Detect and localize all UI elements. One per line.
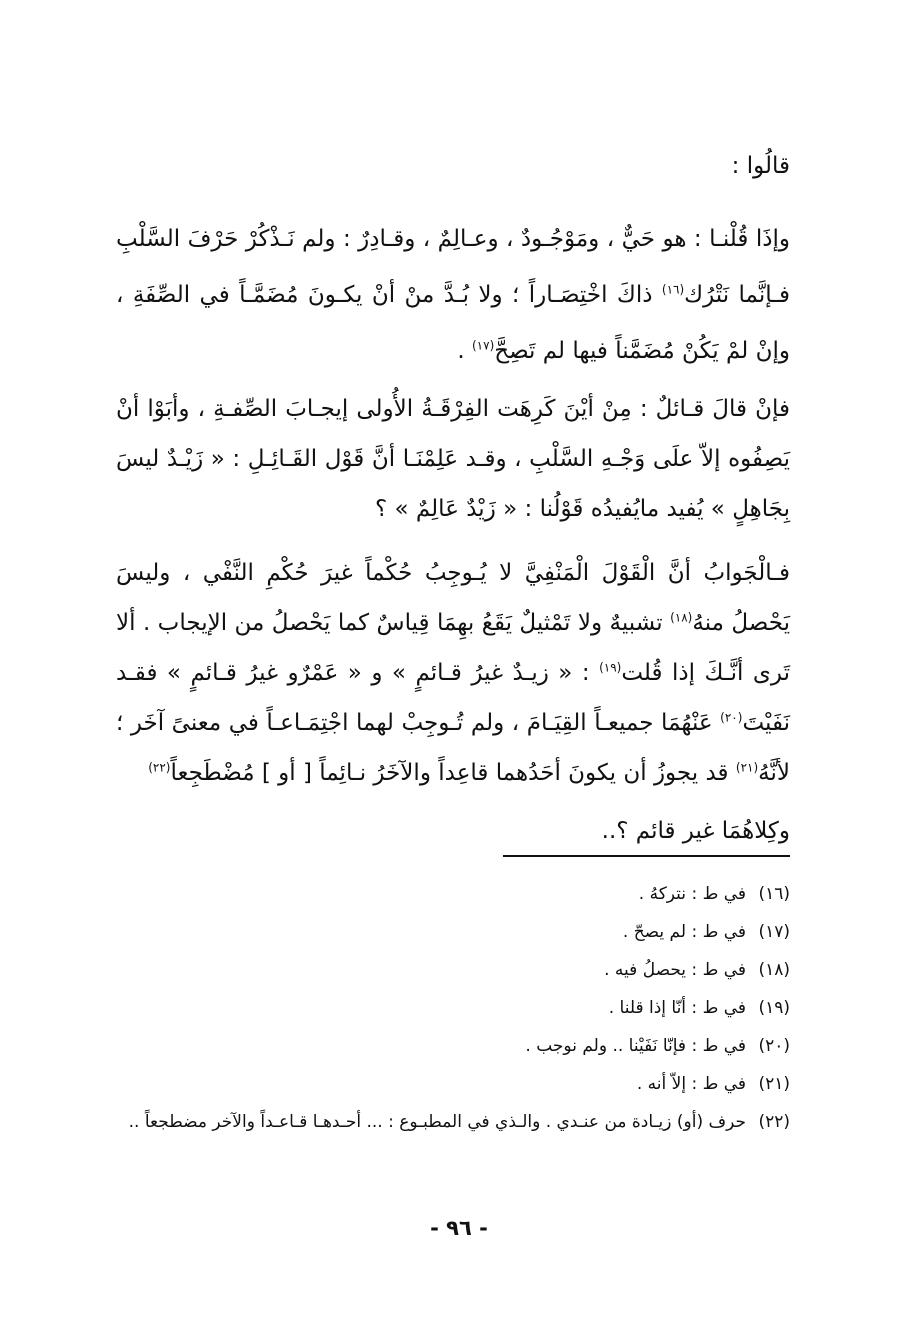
page-number: - ٩٦ - xyxy=(430,1216,488,1240)
footnote-text: حرف (أو) زيـادة من عنـدي . والـذي في المطبـوع : ... أحـدهـا قـاعـداً والآخر مضطجعاً .. xyxy=(128,1112,746,1132)
footnote-number: (١٧) xyxy=(758,922,790,942)
paragraph-1-part-3: . xyxy=(457,338,472,364)
footnote-number: (١٩) xyxy=(758,998,790,1018)
footnote-17 xyxy=(110,913,790,951)
footnote-number: (٢٠) xyxy=(758,1036,790,1056)
footnote-22 xyxy=(110,1103,790,1141)
paragraph-2-text: فإنْ قالَ قـائلٌ : مِنْ أيْنَ كَرِهَت الفِرْقَـةُ الأُولى إيجـابَ الصِّفـةِ ، وأبَوْا أنْ يَصِفُوه إلاّ علَى وَجْـهِ السَّلْبِ ، وقـد عَلِمْنَـا أنَّ قَوْل القَـائِـلِ : « زَيْـدٌ ليسَ بِجَاهِلٍ » يُفيد مايُفيدُه قَوْلُنا : « زَيْدٌ عَالِمٌ » ؟ xyxy=(116,396,790,522)
paragraph-3-last-line: وكِلاهُمَا غير قائم ؟.. xyxy=(601,818,790,844)
paragraph-2 xyxy=(116,384,790,534)
footnote-number: (٢٢) xyxy=(758,1112,790,1132)
footnote-text: في ط : فإنّا نَفَيْنا .. ولم نوجب . xyxy=(525,1036,746,1056)
footnote-19 xyxy=(110,989,790,1027)
footnote-ref-17[interactable]: (١٧) xyxy=(471,338,495,353)
footnote-number: (١٨) xyxy=(758,960,790,980)
footnote-ref-21[interactable]: (٢١) xyxy=(735,760,759,775)
paragraph-3-part-1: فـالْجَوابُ أنَّ الْقَوْلَ الْمَنْفِيَّ لا يُـوجِبُ حُكْماً غيرَ حُكْمِ النَّفْي ، وليسَ يَحْصلُ منهُ xyxy=(116,560,790,636)
footnotes-list xyxy=(110,875,790,1141)
paragraph-3-part-4: عَنْهُمَا جميعـاً القِيَـامَ ، ولم تُـوجِبْ لهما اجْتِمَـاعـاً في معنىً آخَر ؛ لأنَّهُ xyxy=(116,710,790,786)
footnote-21 xyxy=(110,1065,790,1103)
footnote-number: (١٦) xyxy=(758,884,790,904)
footnote-number: (٢١) xyxy=(758,1074,790,1094)
paragraph-1 xyxy=(116,211,790,379)
footnote-18 xyxy=(110,951,790,989)
footnote-text: في ط : لم يصحّ . xyxy=(622,922,746,942)
paragraph-3-part-3: : « زيـدٌ غيرُ قـائمٍ » و « عَمْرٌو غيرُ قـائمٍ » فقـد نَفَيْتَ xyxy=(116,660,790,736)
paragraph-3-text xyxy=(116,548,790,856)
paragraph-1-text xyxy=(116,211,790,379)
footnote-ref-16[interactable]: (١٦) xyxy=(661,282,685,297)
paragraph-1-part-2: ذاكَ اخْتِصَـاراً ؛ ولا بُـدَّ منْ أنْ يكـونَ مُضَمَّـاً في الصِّفَةِ ، وإنْ لمْ يَكُنْ مُضَمَّناً فيها لم تَصِحَّ xyxy=(116,282,790,364)
footnote-ref-22[interactable]: (٢٢) xyxy=(148,760,171,775)
paragraph-3 xyxy=(116,548,790,856)
section-heading xyxy=(116,148,790,184)
paragraph-1-part-1: وإذَا قُلْنـا : هو حَيٌّ ، ومَوْجُـودٌ ، وعـالِمٌ ، وقـادِرٌ : ولم نَـذْكُرْ حَرْفَ السَّلْبِ فـإنَّما نَتْرُك xyxy=(116,226,790,308)
footnote-ref-20[interactable]: (٢٠) xyxy=(720,710,743,725)
footnote-20 xyxy=(110,1027,790,1065)
footnote-ref-19[interactable]: (١٩) xyxy=(599,660,622,675)
footnote-text: في ط : يحصلُ فيه . xyxy=(604,960,746,980)
paragraph-3-part-2: تشبيهٌ ولا تَمْثيلٌ يَقَعُ بهِمَا قِياسٌ كما يَحْصلُ من الإيجاب . ألا تَرى أنَّـكَ إذا قُلت xyxy=(116,610,790,686)
footnote-divider xyxy=(503,855,790,857)
footnote-text: في ط : إلاّ أنه . xyxy=(636,1074,746,1094)
paragraph-3-part-5: قد يجوزُ أن يكونَ أحَدُهما قاعِداً والآخَرُ نـائِماً [ أو ] مُضْطَجِعاً xyxy=(170,760,736,786)
footnote-text: في ط : أنّا إذا قلنا . xyxy=(608,998,746,1018)
heading-text: قالُوا : xyxy=(731,153,790,179)
footnote-16 xyxy=(110,875,790,913)
footnote-text: في ط : نتركهُ . xyxy=(638,884,746,904)
footnote-ref-18[interactable]: (١٨) xyxy=(670,610,693,625)
